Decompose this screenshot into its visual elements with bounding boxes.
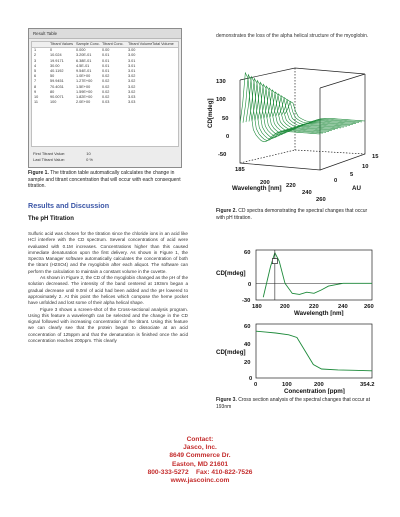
spectrum-trace bbox=[270, 92, 350, 128]
table-cell: 3.01 bbox=[128, 63, 136, 68]
spectra-curves bbox=[240, 73, 365, 142]
figure3-cross-section-plot bbox=[214, 318, 384, 394]
spectrum-curve bbox=[263, 253, 372, 297]
table-cell: 0.03 bbox=[102, 100, 110, 105]
row-index-header bbox=[32, 42, 50, 47]
table-cell: 6.38E-01 bbox=[76, 58, 92, 63]
footer-value: 10 bbox=[86, 151, 91, 156]
column-header[interactable]: Titrant Volume bbox=[128, 42, 152, 46]
table-body bbox=[32, 48, 178, 105]
table-cell: 0.01 bbox=[102, 63, 110, 68]
table-cell: 70.4031 bbox=[50, 84, 64, 89]
contact-company: Jasco, Inc. bbox=[183, 444, 217, 452]
y-tick: 100 bbox=[216, 97, 226, 103]
x-tick: 100 bbox=[282, 382, 292, 388]
y-tick: 60 bbox=[244, 324, 251, 330]
spectrum-trace bbox=[282, 100, 362, 123]
y-axis-label: CD[mdeg] bbox=[216, 270, 246, 277]
table-cell: 0 bbox=[50, 48, 53, 53]
x-tick: 180 bbox=[252, 304, 262, 310]
figure2-caption-text: CD spectra demonstrating the spectral changes that occur with pH titration. bbox=[216, 208, 368, 221]
table-cell: 90.0071 bbox=[50, 95, 64, 100]
cross-section-curve bbox=[256, 331, 372, 371]
table-cell: 0.02 bbox=[102, 79, 110, 84]
x-tick: 260 bbox=[316, 197, 326, 203]
figure3-caption-label: Figure 3. bbox=[216, 397, 237, 403]
z-tick: 5 bbox=[350, 172, 354, 178]
table-cell: 50 bbox=[50, 74, 55, 79]
table-cell: 9 bbox=[34, 89, 37, 94]
figure3-caption-text: Cross section analysis of the spectral changes that occur at 193nm bbox=[216, 397, 370, 410]
table-cell: 1 bbox=[34, 48, 37, 53]
table-cell: 2.0E+00 bbox=[76, 100, 91, 105]
table-cell: 100 bbox=[50, 100, 57, 105]
figure2-3d-plot bbox=[200, 58, 390, 208]
table-cell: 3.20E-01 bbox=[76, 53, 92, 58]
table-cell: 1.27E+00 bbox=[76, 79, 93, 84]
footer-row bbox=[33, 157, 177, 163]
table-cell: 3.03 bbox=[128, 95, 136, 100]
y-tick: 0 bbox=[249, 376, 253, 382]
table-cell: 3.00 bbox=[128, 53, 136, 58]
paragraph: As shown in Figure 2, the CD of the myoglobin changed as the pH of the solution decreased. The intensity of the band centered at 193nm began a gradual decrease until 9.0ml of acid had been added and the pH lowered to approximately 2. At this point the helices which compose the heme pocket have unfolded and lost some of their alpha helical shape. bbox=[28, 275, 188, 306]
figure3-caption bbox=[216, 397, 376, 410]
table-cell: 3.02 bbox=[128, 84, 136, 89]
figure1-caption bbox=[28, 170, 190, 190]
table-footer bbox=[29, 149, 181, 165]
table-cell: 19.9171 bbox=[50, 58, 64, 63]
column-header[interactable]: Titrant Conc. bbox=[102, 42, 124, 46]
table-cell: 6 bbox=[34, 74, 37, 79]
table-cell: 0.02 bbox=[102, 95, 110, 100]
table-cell: 5 bbox=[34, 69, 37, 74]
x-tick: 220 bbox=[286, 183, 296, 189]
ph-heading: The pH Titration bbox=[28, 216, 74, 222]
table-cell: 8 bbox=[34, 84, 37, 89]
results-heading: Results and Discussion bbox=[28, 201, 110, 210]
table-cell: 4 bbox=[34, 63, 37, 68]
contact-address-line1: 8649 Commerce Dr. bbox=[169, 452, 231, 460]
table-cell: 0.01 bbox=[102, 53, 110, 58]
x-tick: 185 bbox=[235, 167, 245, 173]
y-tick: 50 bbox=[222, 116, 229, 122]
table-cell: 1.5E+00 bbox=[76, 84, 91, 89]
figure2-caption bbox=[216, 208, 376, 221]
table-cell: 3.02 bbox=[128, 74, 136, 79]
x-tick: 200 bbox=[260, 180, 270, 186]
x-tick: 260 bbox=[364, 304, 374, 310]
x-tick: 354.2 bbox=[360, 382, 375, 388]
y-tick: -30 bbox=[242, 298, 251, 304]
table-cell: 40.1192 bbox=[50, 69, 64, 74]
table-cell: 59.9451 bbox=[50, 79, 64, 84]
footer-value: 0 % bbox=[86, 157, 93, 162]
x-tick: 220 bbox=[309, 304, 319, 310]
contact-heading: Contact: bbox=[186, 436, 214, 443]
table-cell: 10 bbox=[34, 95, 39, 100]
table-cell: 30.00 bbox=[50, 63, 60, 68]
body-text bbox=[28, 231, 188, 344]
table-row[interactable] bbox=[32, 100, 178, 105]
table-cell: 0.01 bbox=[102, 69, 110, 74]
x-tick: 240 bbox=[302, 190, 312, 196]
y-tick: 40 bbox=[244, 342, 251, 348]
x-axis-label: Wavelength [nm] bbox=[232, 185, 282, 192]
table-cell: 80 bbox=[50, 89, 55, 94]
table-cell: 9.54E-01 bbox=[76, 69, 92, 74]
table-cell: 3.03 bbox=[128, 100, 136, 105]
figure2-caption-label: Figure 2. bbox=[216, 208, 237, 214]
table-cell: 7 bbox=[34, 79, 37, 84]
x-tick: 200 bbox=[314, 382, 324, 388]
table-cell: 4.5E-01 bbox=[76, 63, 90, 68]
table-cell: 3.02 bbox=[128, 79, 136, 84]
y-tick: 130 bbox=[216, 79, 226, 85]
window-title: Result Table bbox=[29, 29, 181, 39]
x-axis-label: Wavelength [nm] bbox=[294, 310, 344, 316]
table-cell: 0.02 bbox=[102, 84, 110, 89]
y-axis-label: CD[mdeg] bbox=[207, 98, 214, 128]
y-tick: 20 bbox=[244, 360, 251, 366]
right-intro-text: demonstrates the loss of the alpha helical structure of the myoglobin. bbox=[216, 33, 369, 39]
contact-website-link[interactable]: www.jascoinc.com bbox=[170, 477, 230, 485]
result-table-window bbox=[28, 28, 182, 168]
x-axis-label: Concentration [ppm] bbox=[284, 388, 345, 394]
figure1-caption-text: The titration table automatically calculates the change in sample and titrant concentration that will occur with each consequent titration. bbox=[28, 170, 181, 190]
figure1-caption-label: Figure 1. bbox=[28, 170, 49, 176]
x-tick: 200 bbox=[280, 304, 290, 310]
table-cell: 3.01 bbox=[128, 58, 136, 63]
contact-block bbox=[100, 436, 300, 485]
plot-frame bbox=[256, 324, 372, 378]
table-cell: 3.01 bbox=[128, 69, 136, 74]
footer-label: First Titrant Value: bbox=[33, 151, 66, 156]
table-cell: 1.82E+00 bbox=[76, 95, 93, 100]
z-axis-label: AU bbox=[352, 185, 361, 192]
table-cell: 2 bbox=[34, 53, 37, 58]
z-tick: 10 bbox=[362, 164, 369, 170]
column-header[interactable]: Total Volume bbox=[152, 42, 174, 46]
table-cell: 0.02 bbox=[102, 89, 110, 94]
table-cell: 0.000 bbox=[76, 48, 86, 53]
x-tick: 0 bbox=[254, 382, 258, 388]
table-cell: 3.02 bbox=[128, 89, 136, 94]
table-cell: 11 bbox=[34, 100, 38, 105]
contact-address-line2: Easton, MD 21601 bbox=[171, 460, 229, 468]
figure3-spectrum-plot bbox=[214, 244, 384, 316]
column-header[interactable]: Sample Conc. bbox=[76, 42, 100, 46]
table-cell: 3.00 bbox=[128, 48, 136, 53]
footer-label: Last Titrant Value: bbox=[33, 157, 65, 162]
table-cell: 0.01 bbox=[102, 58, 110, 63]
y-tick: -50 bbox=[218, 152, 227, 158]
table-cell: 10.024 bbox=[50, 53, 62, 58]
table-cell: 1.59E+00 bbox=[76, 89, 93, 94]
z-tick: 15 bbox=[372, 154, 379, 160]
y-tick: 0 bbox=[248, 282, 252, 288]
y-tick: 60 bbox=[244, 250, 251, 256]
wavelength-marker-handle[interactable] bbox=[272, 259, 277, 264]
contact-phones: 800-333-5272 Fax: 410-822-7526 bbox=[147, 468, 253, 476]
table-cell: 1.0E+00 bbox=[76, 74, 91, 79]
y-tick: 0 bbox=[226, 134, 230, 140]
spectrum-trace bbox=[273, 94, 353, 127]
table-cell: 3 bbox=[34, 58, 37, 63]
table-cell: 0.02 bbox=[102, 74, 110, 79]
z-tick: 0 bbox=[334, 178, 338, 184]
paragraph: Figure 3 shows a screen-shot of the Cross-sectional analysis program. Using this feature a wavelength can be selected and the change in the CD signal followed with increasing concentration of the titrant. Using this feature we can clearly see that the protein began to dissociate at an acid concentration of 125ppm and that the denaturation is finished once the acid concentration reaches 200ppm. This clearly bbox=[28, 306, 188, 344]
result-table bbox=[31, 41, 179, 147]
table-cell: 0.00 bbox=[102, 48, 110, 53]
x-tick: 240 bbox=[338, 304, 348, 310]
paragraph: Sulfuric acid was chosen for the titration since the chloride ions in an acid like HCl interfere with the CD spectrum. Several concentrations of acid were evaluated with 0.1M increases. Concentrations higher than this caused immediate denaturation upon the first delivery. As shown in Figure 1, the Spectra Manager software automatically calculates the concentration of both the titrant (H2SO4) and the myoglobin after each aliquot. The software can perform the calculation to maintain a constant volume in the cuvette. bbox=[28, 231, 188, 274]
column-header[interactable]: Titrant Values bbox=[50, 42, 74, 46]
y-axis-label: CD[mdeg] bbox=[216, 349, 246, 356]
